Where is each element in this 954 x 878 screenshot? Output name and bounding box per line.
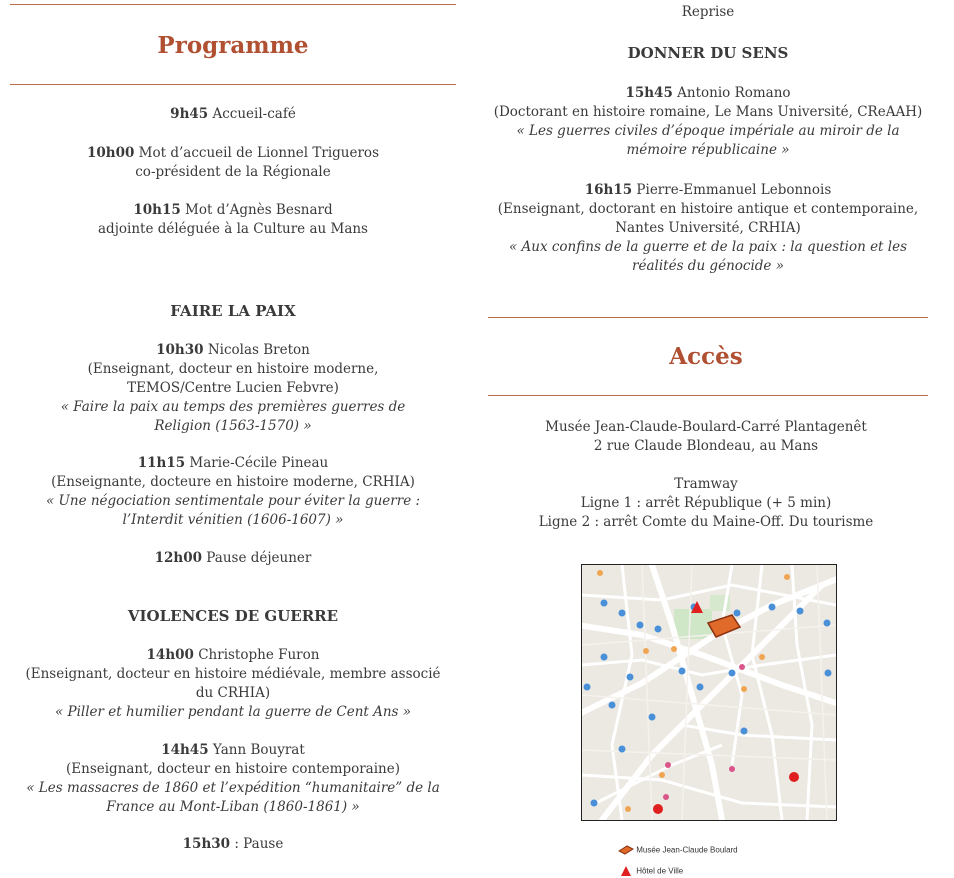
- access-rule: [488, 395, 928, 396]
- legend-museum: Musée Jean-Claude Boulard: [618, 845, 738, 855]
- intro-item: 10h15 Mot d’Agnès Besnard adjointe déléguée à la Culture au Mans: [98, 202, 368, 237]
- museum-legend-icon: [618, 845, 634, 855]
- programme-title: Programme: [157, 32, 309, 59]
- top-rule: [10, 4, 456, 5]
- section-heading: VIOLENCES DE GUERRE: [127, 607, 339, 625]
- town-hall-legend-icon: [618, 866, 634, 876]
- tram-block: [484, 475, 928, 532]
- section-heading: FAIRE LA PAIX: [170, 302, 296, 320]
- talk: 11h15 Marie-Cécile Pineau (Enseignante, docteure en histoire moderne, CRHIA) « Une négociation sentimentale pour éviter la guerre : l’Interdit vénitien (1606-1607) »: [45, 455, 421, 528]
- venue-address: 2 rue Claude Blondeau, au Mans: [593, 438, 819, 454]
- map-graphic: [582, 565, 836, 820]
- venue-name: Musée Jean-Claude-Boulard-Carré Plantagenêt: [545, 419, 867, 435]
- resume-label: Reprise: [681, 4, 735, 20]
- afternoon-break: 15h30 : Pause: [182, 836, 284, 852]
- talk: 14h45 Yann Bouyrat (Enseignant, docteur en histoire contemporaine) « Les massacres de 1860 et l’expédition “humanitaire” de la France au Mont-Liban (1860-1861) »: [26, 742, 440, 815]
- tram-stop-marker: [789, 772, 799, 782]
- intro-item: 10h00 Mot d’accueil de Lionnel Trigueros co-président de la Régionale: [87, 145, 379, 180]
- legend-townhall: Hôtel de Ville: [618, 866, 683, 876]
- access-map[interactable]: [581, 564, 837, 821]
- intro-item: 9h45 Accueil-café: [170, 106, 296, 122]
- access-title: Accès: [669, 343, 743, 370]
- talk: 15h45 Antonio Romano (Doctorant en histoire romaine, Le Mans Université, CReAAH) « Les guerres civiles d’époque impériale au miroir de la mémoire républicaine »: [493, 85, 923, 158]
- lunch-break: 12h00 Pause déjeuner: [154, 550, 312, 566]
- talk: 10h30 Nicolas Breton (Enseignant, docteur en histoire moderne, TEMOS/Centre Lucien Febvre) « Faire la paix au temps des premières guerres de Religion (1563-1570) »: [60, 342, 406, 434]
- tram-line-2: Ligne 2 : arrêt Comte du Maine-Off. Du tourisme: [538, 514, 874, 530]
- talk: 14h00 Christophe Furon (Enseignant, docteur en histoire médiévale, membre associé du CRHIA) « Piller et humilier pendant la guerre de Cent Ans »: [25, 647, 441, 720]
- section-heading: DONNER DU SENS: [627, 44, 789, 62]
- programme-rule: [10, 84, 456, 85]
- access-top-rule: [488, 317, 928, 318]
- venue-block: [484, 418, 928, 456]
- talk: 16h15 Pierre-Emmanuel Lebonnois (Enseignant, doctorant en histoire antique et contemporaine, Nantes Université, CRHIA) « Aux confins de la guerre et de la paix : la question et les réalités du génocide »: [497, 182, 919, 274]
- tram-line-1: Ligne 1 : arrêt République (+ 5 min): [580, 495, 832, 511]
- tram-heading: Tramway: [674, 476, 738, 492]
